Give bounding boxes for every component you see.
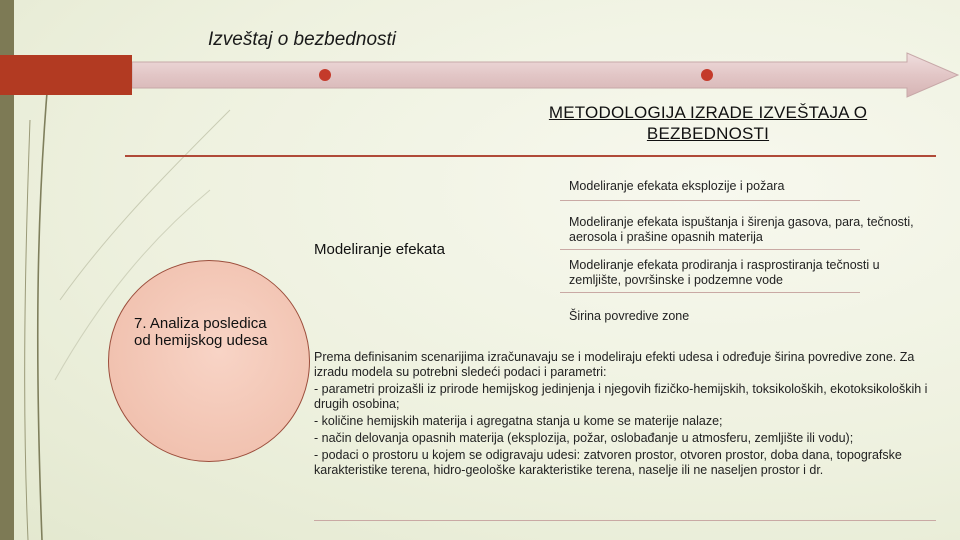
item-divider <box>560 200 860 201</box>
mid-label: Modeliranje efekata <box>314 241 445 258</box>
section-heading: METODOLOGIJA IZRADE IZVEŠTAJA O BEZBEDNOSTI <box>548 103 868 143</box>
timeline-dot <box>319 69 331 81</box>
list-item: Modeliranje efekata eksplozije i požara <box>569 179 785 193</box>
body-paragraph: - parametri proizašli iz prirode hemijskog jedinjenja i njegovih fizičko-hemijskih, toksikoloških, ekotoksikoloških i drugih osobina; <box>314 382 928 411</box>
timeline-dot <box>701 69 713 81</box>
body-paragraph: - količine hemijskih materija i agregatna stanja u kome se materije nalaze; <box>314 414 723 428</box>
accent-block <box>0 55 132 95</box>
body-paragraph: - način delovanja opasnih materija (eksplozija, požar, oslobađanje u atmosferu, zemljište ili vodu); <box>314 431 854 445</box>
list-item: Širina povredive zone <box>569 309 690 323</box>
item-divider <box>560 249 860 250</box>
analysis-circle <box>108 260 310 462</box>
body-paragraph: - podaci o prostoru u kojem se odigravaju udesi: zatvoren prostor, otvoren prostor, doba dana, topografske karakteristike terena, hidro-geološke karakteristike terena, naselje ili ne naseljen prostor i dr. <box>314 448 902 477</box>
item-divider <box>560 292 860 293</box>
bottom-divider <box>314 520 936 521</box>
list-item: Modeliranje efekata prodiranja i rasprostiranja tečnosti u zemljište, površinske i podzemne vode <box>569 258 880 287</box>
list-item: Modeliranje efekata ispuštanja i širenja gasova, para, tečnosti, aerosola i prašine opasnih materija <box>569 215 914 244</box>
circle-label: 7. Analiza posledica od hemijskog udesa <box>134 315 268 349</box>
timeline-arrow <box>132 0 960 105</box>
body-paragraph: Prema definisanim scenarijima izračunavaju se i modeliraju efekti udesa i određuje širina povredive zone. Za izradu modela su potrebni sledeći podaci i parametri: <box>314 350 915 379</box>
body-text <box>314 350 940 480</box>
heading-divider <box>125 155 936 157</box>
slide-title: Izveštaj o bezbednosti <box>208 29 397 50</box>
